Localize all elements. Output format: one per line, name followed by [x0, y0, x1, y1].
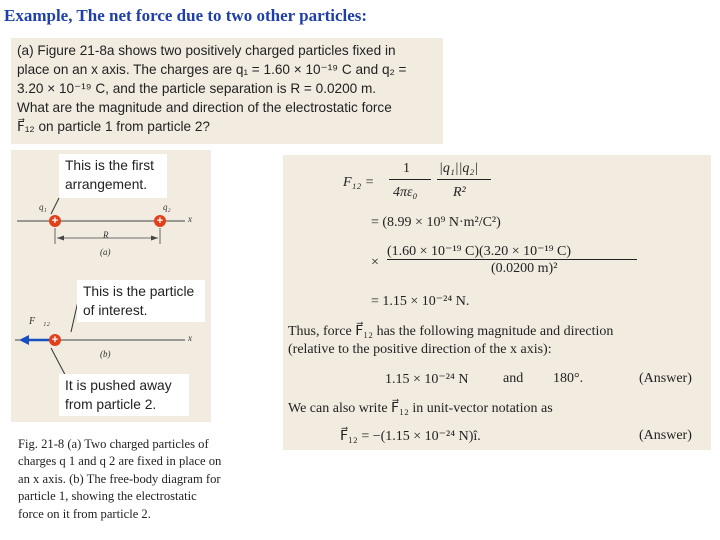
- problem-line: What are the magnitude and direction of the electrostatic force: [17, 100, 392, 115]
- result-magnitude: 1.15 × 10⁻²⁴ N: [385, 372, 469, 387]
- eq-line-separation: (0.0200 m)²: [491, 261, 558, 276]
- callout-pushed-away: [59, 374, 189, 416]
- label-R: R: [103, 230, 109, 240]
- particle-1: +: [49, 215, 61, 227]
- eq-denominator-1: 4πε₀: [393, 185, 418, 200]
- caption-line: Fig. 21-8 (a) Two charged particles of: [18, 437, 209, 451]
- page-title: Example, The net force due to two other particles:: [4, 6, 368, 25]
- callout-pointer: [51, 198, 59, 214]
- label-q1: q₁: [39, 202, 47, 212]
- particle-2: +: [154, 215, 166, 227]
- r-arrow-right: [151, 236, 158, 241]
- eq-denominator-2: R²: [453, 185, 466, 200]
- result-direction: 180°.: [553, 371, 584, 386]
- callout-text: This is the particle: [83, 284, 195, 299]
- eq-line-result: = 1.15 × 10⁻²⁴ N.: [371, 294, 470, 309]
- fraction-bar: [437, 179, 491, 180]
- figure-21-8: [11, 150, 211, 422]
- r-arrow-left: [57, 236, 64, 241]
- callout-text: It is pushed away: [65, 378, 172, 393]
- label-b: (b): [100, 349, 111, 359]
- label-a: (a): [100, 247, 111, 257]
- problem-line: 3.20 × 10⁻¹⁹ C, and the particle separation is R = 0.0200 m.: [17, 81, 377, 96]
- result-and: and: [503, 371, 524, 386]
- problem-line: place on an x axis. The charges are q₁ = 1.60 × 10⁻¹⁹ C and q₂ =: [17, 62, 407, 77]
- label-f12: F⃗₁₂: [29, 316, 50, 327]
- eq-numerator-1: 1: [403, 161, 410, 176]
- solution-text: Thus, force F⃗₁₂ has the following magnitude and direction: [288, 324, 614, 339]
- figure-caption: [18, 436, 278, 523]
- label-x-axis: x: [188, 214, 192, 224]
- callout-text: This is the first: [65, 158, 154, 173]
- answer-label: (Answer): [639, 428, 692, 443]
- eq-f12-label: F₁₂ =: [343, 175, 375, 190]
- callout-particle-of-interest: [77, 280, 205, 322]
- solution-text: (relative to the positive direction of the x axis):: [288, 342, 552, 357]
- fraction-bar: [389, 179, 431, 180]
- eq-numerator-2: |q₁||q₂|: [439, 161, 479, 176]
- eq-times: ×: [371, 255, 379, 270]
- solution-panel: [283, 155, 711, 450]
- callout-text: from particle 2.: [65, 397, 157, 412]
- solution-text: We can also write F⃗₁₂ in unit-vector notation as: [288, 401, 553, 416]
- label-x-axis: x: [188, 333, 192, 343]
- problem-line: (a) Figure 21-8a shows two positively charged particles fixed in: [17, 43, 396, 58]
- caption-line: particle 1, showing the electrostatic: [18, 489, 197, 504]
- eq-unit-vector: F⃗₁₂ = −(1.15 × 10⁻²⁴ N)î.: [340, 429, 481, 444]
- callout-text: arrangement.: [65, 177, 148, 192]
- problem-statement: [11, 38, 443, 144]
- caption-line: force on it from particle 2.: [18, 506, 151, 521]
- problem-line: F⃗₁₂ on particle 1 from particle 2?: [17, 119, 210, 134]
- eq-line-constant: = (8.99 × 10⁹ N·m²/C²): [371, 215, 501, 230]
- fraction-bar: [387, 259, 637, 260]
- caption-line: charges q 1 and q 2 are fixed in place on: [18, 454, 222, 469]
- particle-1: +: [49, 334, 61, 346]
- force-arrowhead: [19, 335, 29, 345]
- callout-text: of interest.: [83, 303, 148, 318]
- answer-label: (Answer): [639, 371, 692, 386]
- label-q2: q₂: [163, 202, 171, 212]
- caption-line: an x axis. (b) The free-body diagram for: [18, 471, 221, 486]
- eq-line-charges: (1.60 × 10⁻¹⁹ C)(3.20 × 10⁻¹⁹ C): [387, 244, 572, 259]
